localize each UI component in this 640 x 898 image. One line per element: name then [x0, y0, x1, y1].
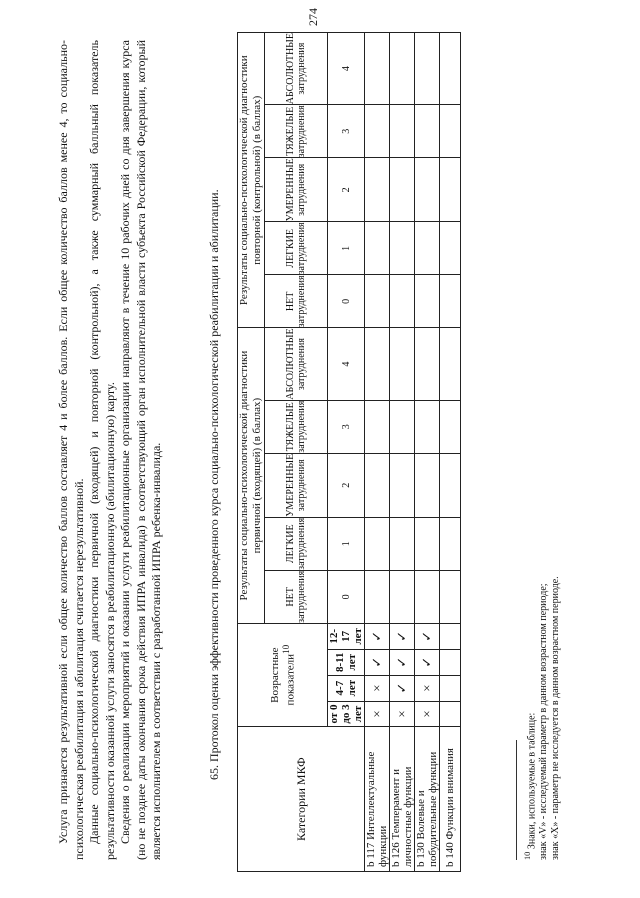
age-group-1: 4-7 лет [328, 675, 365, 701]
category-header: Категории МКФ [238, 727, 365, 872]
primary-score-4: 4 [328, 328, 365, 400]
result-cell [365, 105, 390, 158]
repeat-score-1: 1 [328, 222, 365, 275]
result-cell [390, 158, 415, 222]
age-mark: × [415, 701, 440, 727]
footnote-line-3: знак «X» - параметр не исследуется в данном возрастном периоде. [550, 576, 562, 860]
result-cell [440, 517, 461, 570]
repeat-results-header: Результаты социально-психологической диагностики повторной (контрольной) (в баллах) [238, 33, 265, 328]
result-cell [415, 222, 440, 275]
repeat-level-1: ЛЕГКИЕ затруднения [265, 222, 328, 275]
primary-score-1: 1 [328, 517, 365, 570]
result-cell [390, 105, 415, 158]
footnote-line-1: Знаки, используемые в таблице: [526, 712, 538, 850]
rotated-page [52, 20, 612, 880]
result-cell [365, 33, 390, 105]
age-mark: × [365, 675, 390, 701]
primary-score-0: 0 [328, 570, 365, 623]
age-mark: ✓ [415, 649, 440, 675]
result-cell [390, 400, 415, 453]
age-mark: × [365, 701, 390, 727]
primary-results-header: Результаты социально-психологической диагностики первичной (входящей) (в баллах) [238, 328, 265, 623]
intro-text [56, 40, 165, 860]
result-cell [440, 158, 461, 222]
repeat-level-4: АБСОЛЮТНЫЕ затруднения [265, 33, 328, 105]
repeat-score-3: 3 [328, 105, 365, 158]
repeat-level-0: НЕТ затруднения [265, 275, 328, 328]
repeat-score-0: 0 [328, 275, 365, 328]
footnote-line-2: знак «V» - исследуемый параметр в данном возрастном периоде; [538, 583, 550, 860]
protocol-title: 65. Протокол оценки эффективности проведенного курса социально-психологической реабилитации и абилитации. [207, 189, 221, 780]
row-label: b 117 Интеллектуальные функции [365, 727, 390, 872]
result-cell [390, 328, 415, 400]
result-cell [440, 328, 461, 400]
repeat-score-4: 4 [328, 33, 365, 105]
age-mark [440, 675, 461, 701]
result-cell [365, 453, 390, 517]
result-cell [390, 570, 415, 623]
age-mark: ✓ [390, 623, 415, 649]
repeat-score-2: 2 [328, 158, 365, 222]
age-mark: ✓ [365, 649, 390, 675]
primary-level-3: ТЯЖЕЛЫЕ затруднения [265, 400, 328, 453]
result-cell [440, 275, 461, 328]
age-mark: ✓ [390, 649, 415, 675]
result-cell [415, 328, 440, 400]
age-group-2: 8-11 лет [328, 649, 365, 675]
repeat-level-3: ТЯЖЕЛЫЕ затруднения [265, 105, 328, 158]
result-cell [390, 453, 415, 517]
age-mark: ✓ [365, 623, 390, 649]
result-cell [415, 33, 440, 105]
age-mark: × [415, 675, 440, 701]
result-cell [390, 222, 415, 275]
primary-score-3: 3 [328, 400, 365, 453]
repeat-level-2: УМЕРЕННЫЕ затруднения [265, 158, 328, 222]
result-cell [415, 517, 440, 570]
age-header: Возрастные показатели$^{10}$ [238, 623, 328, 727]
result-cell [365, 517, 390, 570]
result-cell [365, 275, 390, 328]
result-cell [365, 158, 390, 222]
result-cell [365, 222, 390, 275]
result-cell [415, 105, 440, 158]
age-mark [440, 649, 461, 675]
age-mark: ✓ [415, 623, 440, 649]
age-mark [440, 623, 461, 649]
table-row [440, 33, 461, 872]
result-cell [365, 570, 390, 623]
intro-paragraph-3: Сведения о реализации мероприятий и оказании услуги реабилитационные организации направляют в течение 10 рабочих дней со дня завершения курса (но не позднее даты окончания срока действия ИПРА инвалида) в соответствующий орган исполнительной власти субъекта Российской Федерации, который является исполнителем в соответствии с разработанной ИПРА ребенка-инвалида. [118, 40, 163, 860]
result-cell [415, 453, 440, 517]
age-group-0: от 0 до 3 лет [328, 701, 365, 727]
intro-paragraph-1: Услуга признается результативной если общее количество баллов составляет 4 и более баллов. Если общее количество баллов менее 4, то социально-психологическая реабилитация и абилитация считается нерезультативной. [56, 40, 86, 860]
result-cell [415, 570, 440, 623]
age-mark [440, 701, 461, 727]
footnote-divider [516, 740, 517, 860]
result-cell [440, 453, 461, 517]
primary-level-2: УМЕРЕННЫЕ затруднения [265, 453, 328, 517]
primary-level-1: ЛЕГКИЕ затруднения [265, 517, 328, 570]
footnote [522, 576, 562, 860]
result-cell [440, 400, 461, 453]
result-cell [415, 275, 440, 328]
result-cell [440, 570, 461, 623]
primary-level-0: НЕТ затруднения [265, 570, 328, 623]
footnote-ref: 10 [523, 851, 532, 860]
result-cell [440, 33, 461, 105]
age-group-3: 12-17 лет [328, 623, 365, 649]
intro-paragraph-2: Данные социально-психологической диагностики первичной (входящей) и повторной (контрольной), а также суммарный балльный показатель результативности оказанной услуги заносятся в реабилитационную (абилитационную) карту. [87, 40, 117, 860]
age-mark: × [390, 701, 415, 727]
protocol-table [237, 32, 461, 872]
row-label: b 140 Функции внимания [440, 727, 461, 872]
result-cell [365, 400, 390, 453]
primary-level-4: АБСОЛЮТНЫЕ затруднения [265, 328, 328, 400]
primary-score-2: 2 [328, 453, 365, 517]
result-cell [390, 33, 415, 105]
result-cell [440, 222, 461, 275]
page-number: 274 [306, 8, 320, 26]
result-cell [415, 158, 440, 222]
table-row [365, 33, 390, 872]
result-cell [390, 517, 415, 570]
row-label: b 126 Темперамент и личностные функции [390, 727, 415, 872]
result-cell [440, 105, 461, 158]
row-label: b 130 Волевые и побудительные функции [415, 727, 440, 872]
table-row [390, 33, 415, 872]
result-cell [390, 275, 415, 328]
age-mark: ✓ [390, 675, 415, 701]
table-row [415, 33, 440, 872]
result-cell [365, 328, 390, 400]
result-cell [415, 400, 440, 453]
